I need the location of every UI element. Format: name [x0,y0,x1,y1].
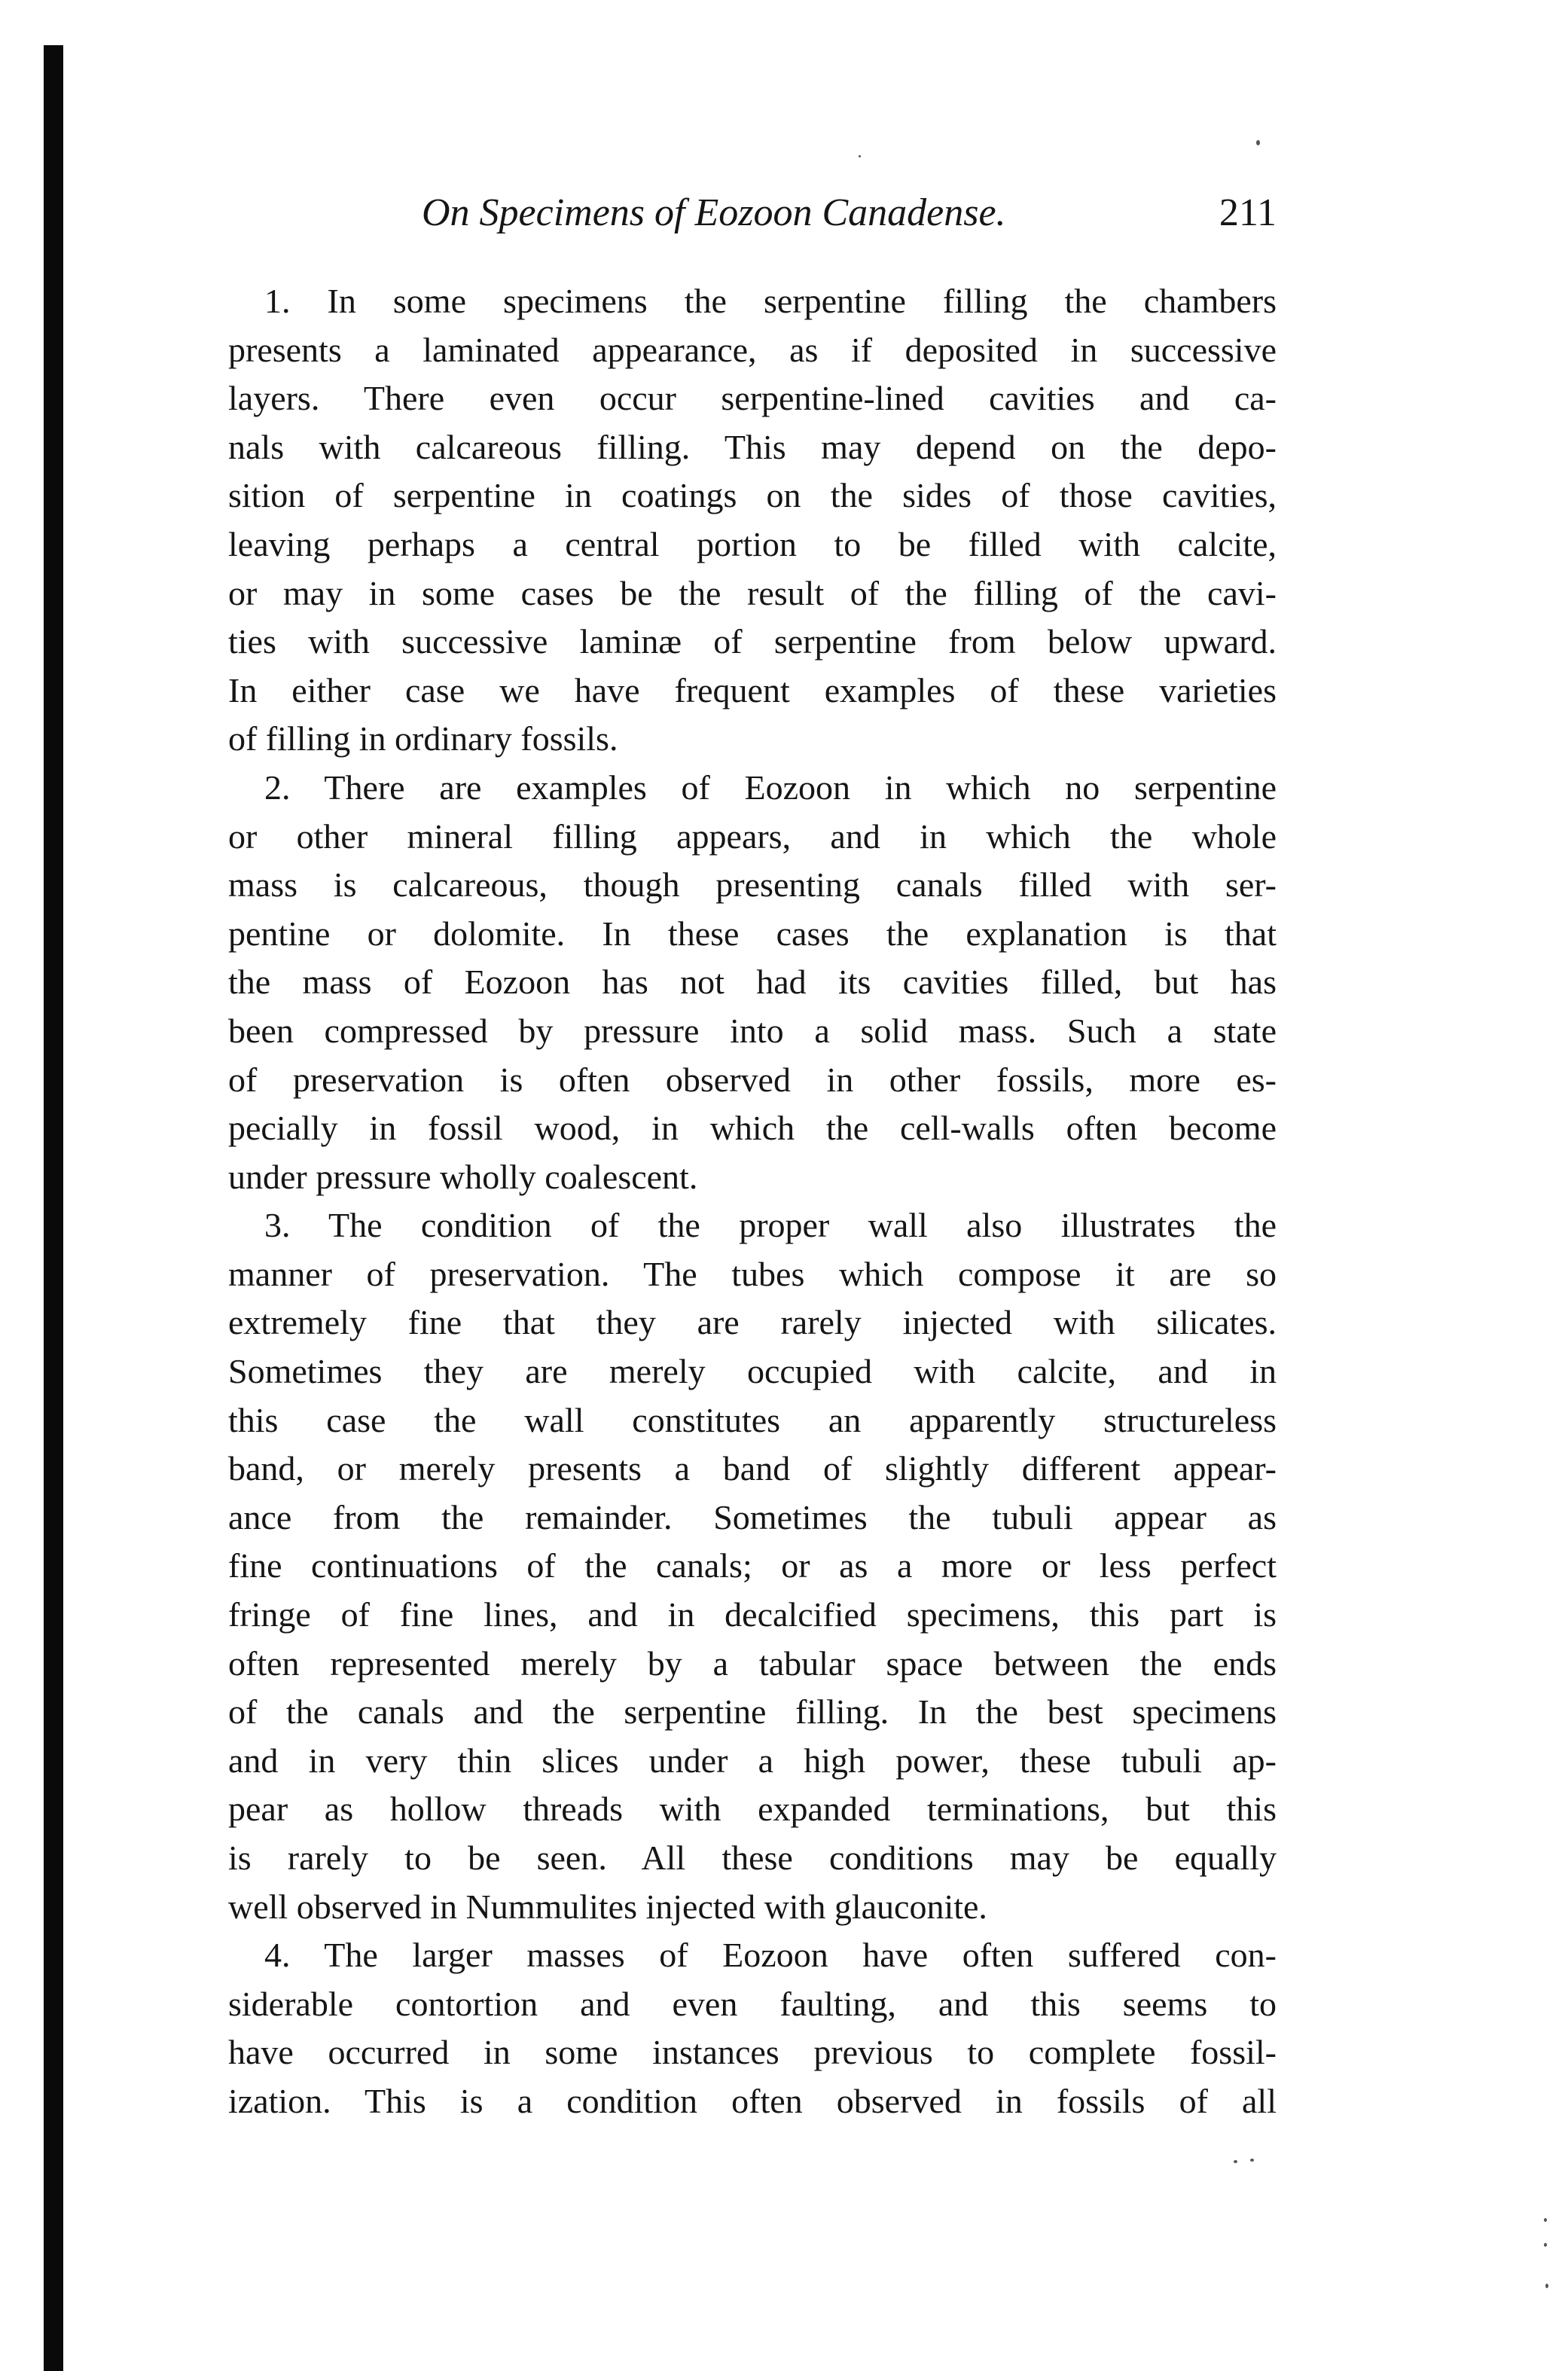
text-line: ties with successive laminæ of serpentine from below upward. [228,622,1277,661]
text-line: ization. This is a condition often observed in fossils of all [228,2081,1277,2120]
text-line: leaving perhaps a central portion to be filled with calcite, [228,524,1277,563]
text-line: 1. In some specimens the serpentine filling the chambers [264,282,1277,320]
text-line: or other mineral filling appears, and in which the whole [228,816,1277,856]
text-line: have occurred in some instances previous to complete fossil- [228,2033,1277,2072]
text-line: 4. The larger masses of Eozoon have often suffered con- [264,1936,1277,1975]
text-line: of the canals and the serpentine filling. In the best specimens [228,1692,1277,1732]
paragraph-4 [228,1931,1277,2125]
text-line: 2. There are examples of Eozoon in which no serpentine [264,767,1277,807]
text-line: band, or merely presents a band of slightly different appear- [228,1449,1277,1488]
text-line: extremely fine that they are rarely injected with silicates. [228,1303,1277,1342]
text-line: and in very thin slices under a high power, these tubuli ap- [228,1741,1277,1780]
text-line: been compressed by pressure into a solid mass. Such a state [228,1011,1277,1050]
text-line: pear as hollow threads with expanded terminations, but this [228,1790,1277,1829]
scan-speck [1256,140,1260,145]
scan-speck [1250,2159,1254,2162]
body-text [228,277,1277,2126]
text-line: the mass of Eozoon has not had its cavities filled, but has [228,963,1277,1002]
text-line: fringe of fine lines, and in decalcified specimens, this part is [228,1595,1277,1634]
text-line: of filling in ordinary fossils. [228,719,618,758]
scan-speck [859,155,861,157]
page-number: 211 [1219,191,1277,234]
text-line: this case the wall constitutes an apparently structureless [228,1400,1277,1439]
scan-speck [1545,2284,1548,2288]
scan-binding-edge [44,45,63,2371]
text-line: is rarely to be seen. All these conditions may be equally [228,1839,1277,1877]
text-line: well observed in Nummulites injected with glauconite. [228,1887,987,1926]
text-line: fine continuations of the canals; or as a more or less perfect [228,1546,1277,1585]
text-line: pentine or dolomite. In these cases the explanation is that [228,914,1277,953]
scan-speck [1234,2160,1237,2163]
text-line: presents a laminated appearance, as if deposited in successive [228,330,1277,369]
text-line: In either case we have frequent examples of these varieties [228,670,1277,709]
scan-speck [1544,2218,1547,2222]
text-line: Sometimes they are merely occupied with calcite, and in [228,1352,1277,1391]
text-line: 3. The condition of the proper wall also illustrates the [264,1206,1277,1245]
page-header [422,179,1277,247]
text-line: pecially in fossil wood, in which the cell-walls often become [228,1109,1277,1148]
text-line: nals with calcareous filling. This may depend on the depo- [228,427,1277,466]
text-line: siderable contortion and even faulting, and this seems to [228,1984,1277,2023]
text-line: sition of serpentine in coatings on the sides of those cavities, [228,476,1277,515]
text-line: manner of preservation. The tubes which compose it are so [228,1254,1277,1293]
text-line: layers. There even occur serpentine-lined cavities and ca- [228,379,1277,418]
text-line: under pressure wholly coalescent. [228,1157,698,1196]
text-line: often represented merely by a tabular space between the ends [228,1643,1277,1683]
paragraph-1 [228,277,1277,764]
text-line: or may in some cases be the result of the filling of the cavi- [228,573,1277,612]
paragraph-3 [228,1201,1277,1931]
text-line: of preservation is often observed in other fossils, more es- [228,1060,1277,1099]
scan-speck [1544,2243,1547,2247]
paragraph-2 [228,764,1277,1201]
text-line: mass is calcareous, though presenting canals filled with ser- [228,865,1277,905]
text-line: ance from the remainder. Sometimes the tubuli appear as [228,1497,1277,1536]
running-title: On Specimens of Eozoon Canadense. [422,191,1006,234]
